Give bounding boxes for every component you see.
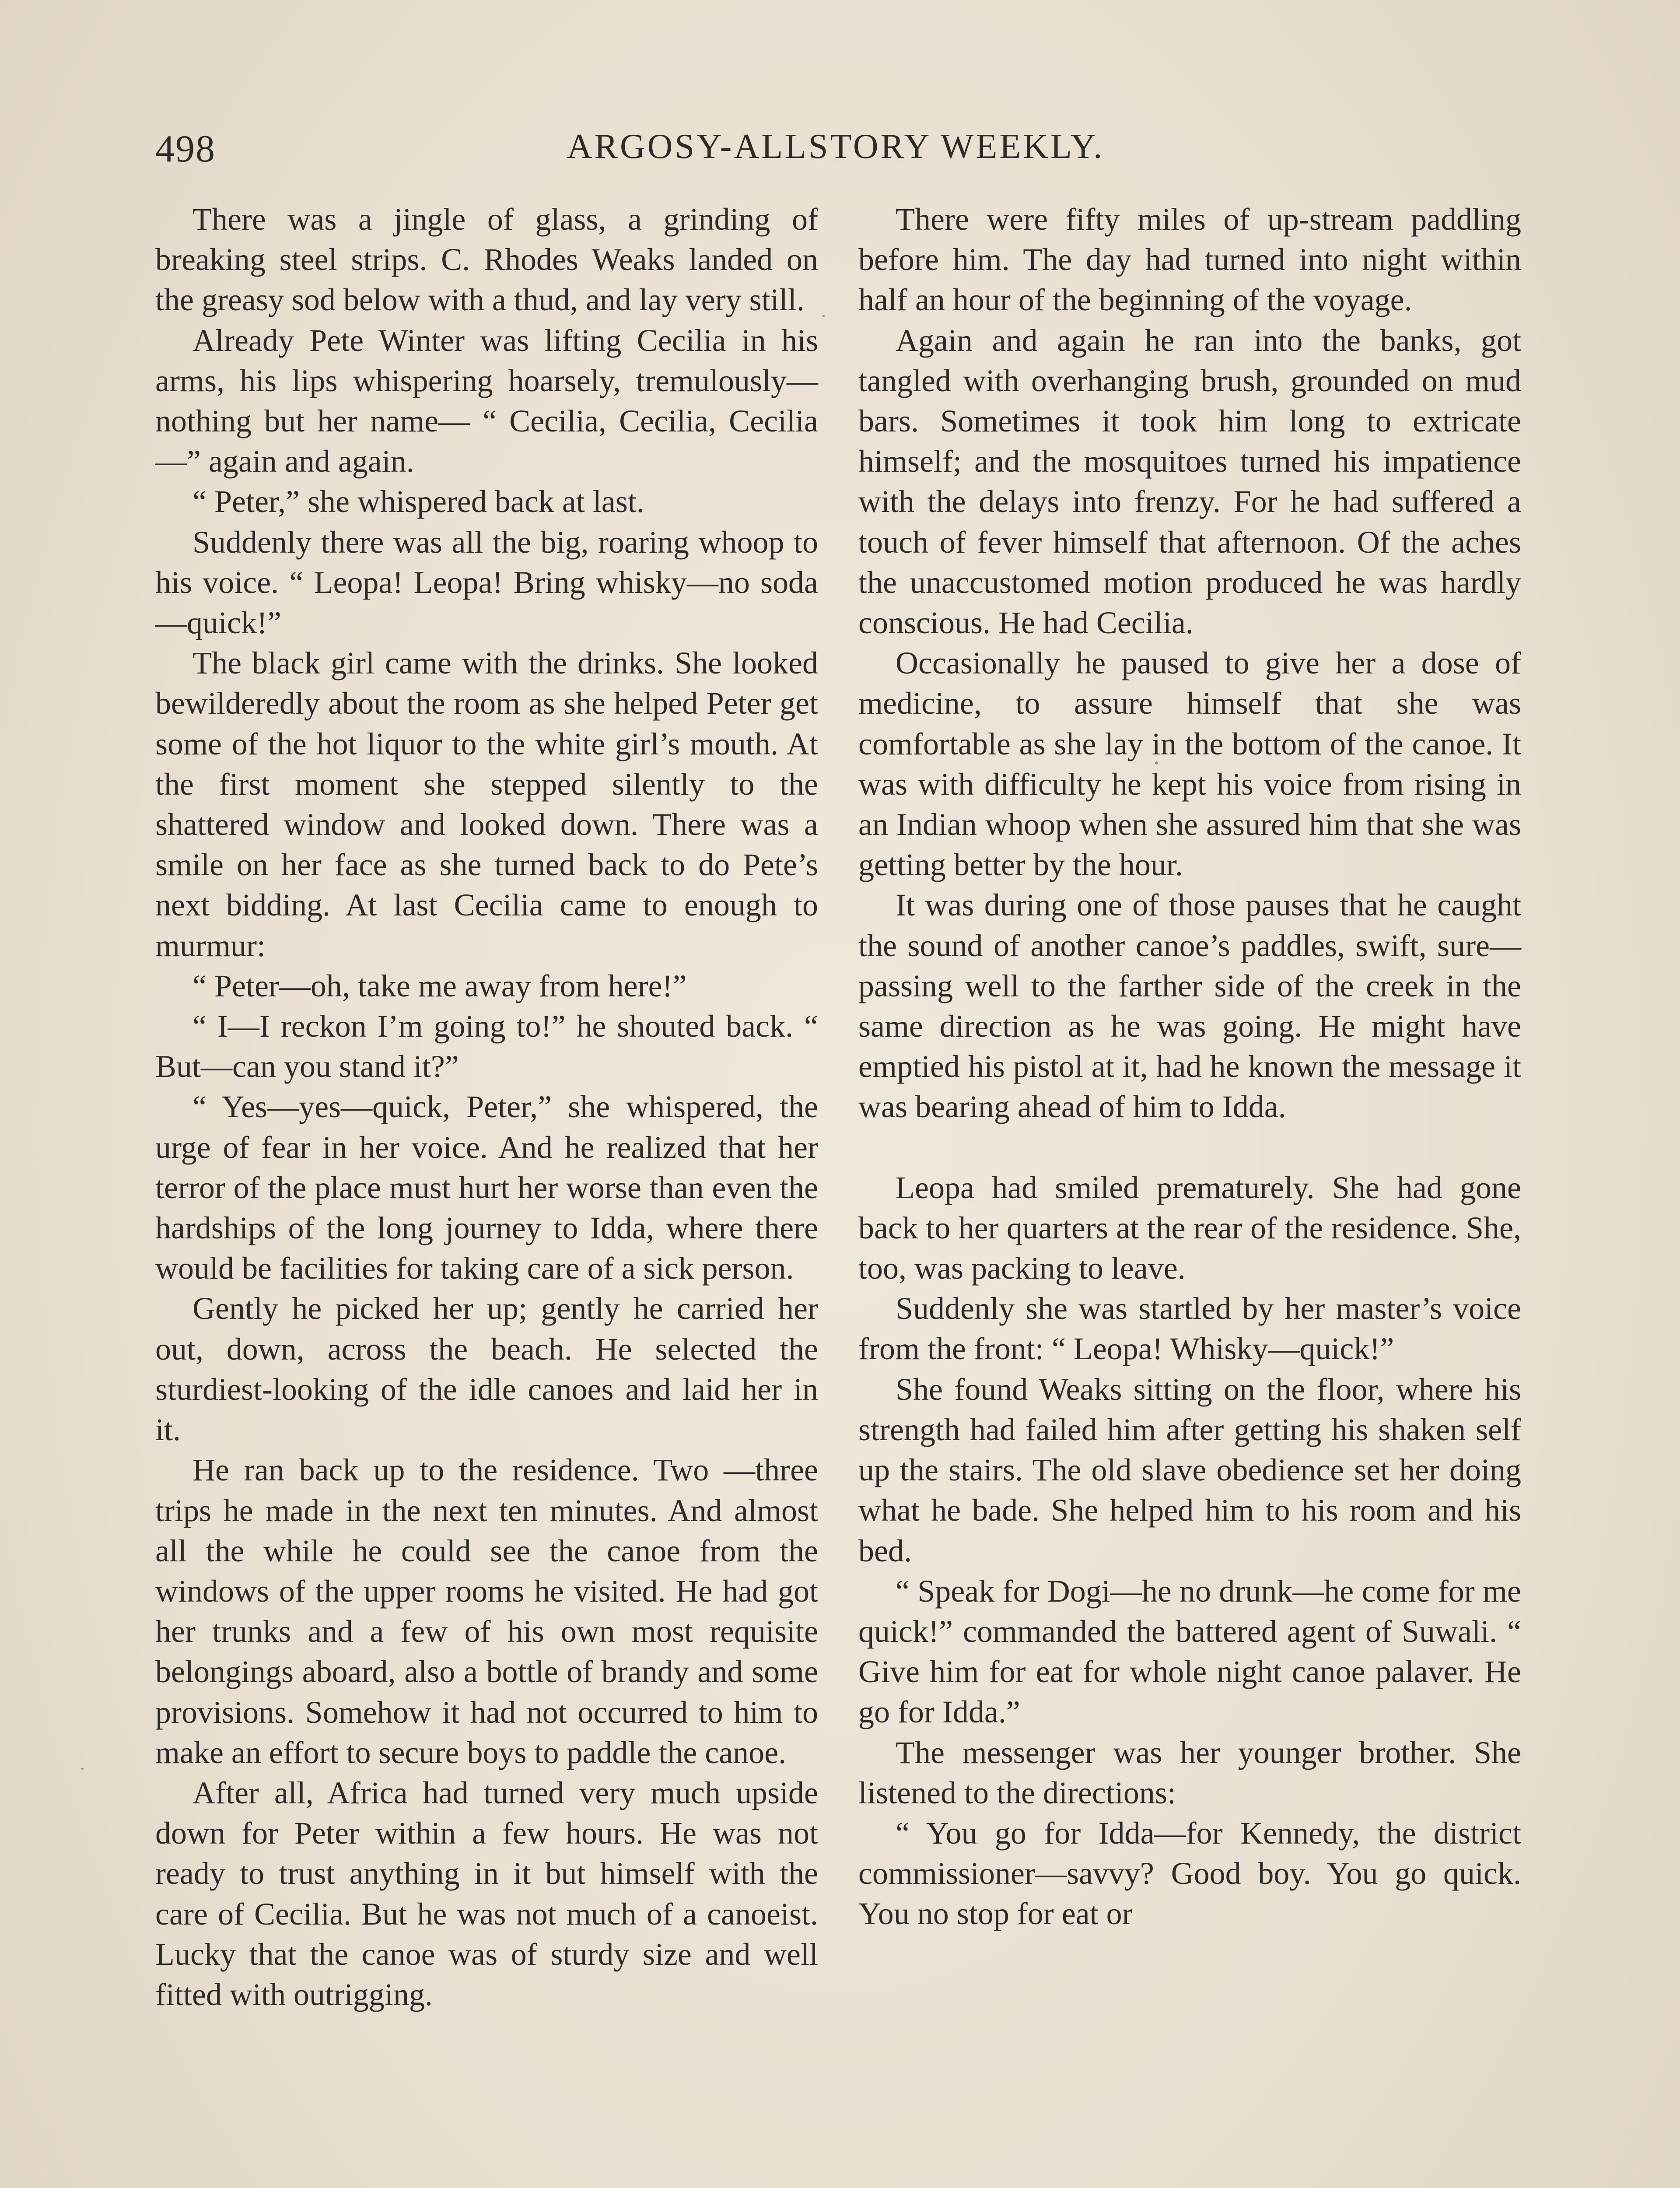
paragraph: Already Pete Winter was lifting Cecilia in his arms, his lips whispering hoarsely, tremulously—nothing but her name— “ Cecilia, Cecilia, Cecilia—” again and again. — [155, 323, 818, 479]
paragraph: Gently he picked her up; gently he carried her out, down, across the beach. He selected the sturdiest-looking of the idle canoes and laid her in it. — [155, 1291, 818, 1448]
paragraph: “ I—I reckon I’m going to!” he shouted back. “ But—can you stand it?” — [155, 1009, 818, 1084]
paragraph: Leopa had smiled prematurely. She had gone back to her quarters at the rear of the residence. She, too, was packing to leave. — [858, 1170, 1521, 1286]
paragraph: The black girl came with the drinks. She looked bewilderedly about the room as she helped Peter get some of the hot liquor to the white girl’s mouth. At the first moment she stepped silently to the shattered window and looked down. There was a smile on her face as she turned back to do Pete’s next bidding. At last Cecilia came to enough to murmur: — [155, 645, 818, 963]
page-header — [155, 127, 1516, 184]
paragraph: It was during one of those pauses that he caught the sound of another canoe’s paddles, swift, sure—passing well to the farther side of the creek in the same direction as he was going. He might have emptied his pistol at it, had he known the message it was bearing ahead of him to Idda. — [858, 887, 1521, 1125]
right-column — [858, 199, 1521, 1934]
paragraph: “ Yes—yes—quick, Peter,” she whispered, the urge of fear in her voice. And he realized that her terror of the place must hurt her worse than even the hardships of the long journey to Idda, where there would be facilities for taking care of a sick person. — [155, 1089, 818, 1286]
section-break — [858, 1127, 1521, 1168]
paragraph: Suddenly she was startled by her master’s voice from the front: “ Leopa! Whisky—quick!” — [858, 1291, 1521, 1367]
page-number: 498 — [155, 128, 216, 170]
paragraph: Again and again he ran into the banks, got tangled with overhanging brush, grounded on mud bars. Sometimes it took him long to extricate himself; and the mosquitoes turned his impatience with the delays into frenzy. For he had suffered a touch of fever himself that afternoon. Of the aches the unaccustomed motion produced he was hardly conscious. He had Cecilia. — [858, 323, 1521, 641]
paragraph: There was a jingle of glass, a grinding of breaking steel strips. C. Rhodes Weaks landed on the greasy sod below with a thud, and lay very still. — [155, 202, 818, 318]
paragraph: “ Peter,” she whispered back at last. — [192, 484, 644, 519]
paragraph: “ Speak for Dogi—he no drunk—he come for me quick!” commanded the battered agent of Suwali. “ Give him for eat for whole night canoe palaver. He go for Idda.” — [858, 1573, 1521, 1730]
ink-speck — [81, 1768, 84, 1770]
paragraph: “ You go for Idda—for Kennedy, the district commissioner—savvy? Good boy. You go quick. You no stop for eat or — [858, 1815, 1521, 1932]
left-column — [155, 199, 818, 2015]
paragraph: Suddenly there was all the big, roaring whoop to his voice. “ Leopa! Leopa! Bring whisky—no soda—quick!” — [155, 524, 818, 641]
paragraph: The messenger was her younger brother. She listened to the directions: — [858, 1735, 1521, 1810]
paragraph: She found Weaks sitting on the floor, where his strength had failed him after getting his shaken self up the stairs. The old slave obedience set her doing what he bade. She helped him to his room and his bed. — [858, 1371, 1521, 1568]
ink-speck — [1155, 761, 1158, 764]
paragraph: “ Peter—oh, take me away from here!” — [192, 968, 687, 1003]
paragraph: Occasionally he paused to give her a dose of medicine, to assure himself that she was comfortable as she lay in the bottom of the canoe. It was with difficulty he kept his voice from rising in an Indian whoop when she assured him that she was getting better by the hour. — [858, 645, 1521, 883]
paragraph: After all, Africa had turned very much upside down for Peter within a few hours. He was not ready to trust anything in it but himself with the care of Cecilia. But he was not much of a canoeist. Lucky that the canoe was of sturdy size and well fitted with outrigging. — [155, 1775, 818, 2012]
ink-speck — [822, 315, 825, 317]
paragraph: There were fifty miles of up-stream paddling before him. The day had turned into night within half an hour of the beginning of the voyage. — [858, 202, 1521, 318]
paragraph: He ran back up to the residence. Two —three trips he made in the next ten minutes. And almost all the while he could see the canoe from the windows of the upper rooms he visited. He had got her trunks and a few of his own most requisite belongings aboard, also a bottle of brandy and some provisions. Somehow it had not occurred to him to make an effort to secure boys to paddle the canoe. — [155, 1452, 818, 1770]
running-title: ARGOSY-ALLSTORY WEEKLY. — [567, 127, 1105, 166]
